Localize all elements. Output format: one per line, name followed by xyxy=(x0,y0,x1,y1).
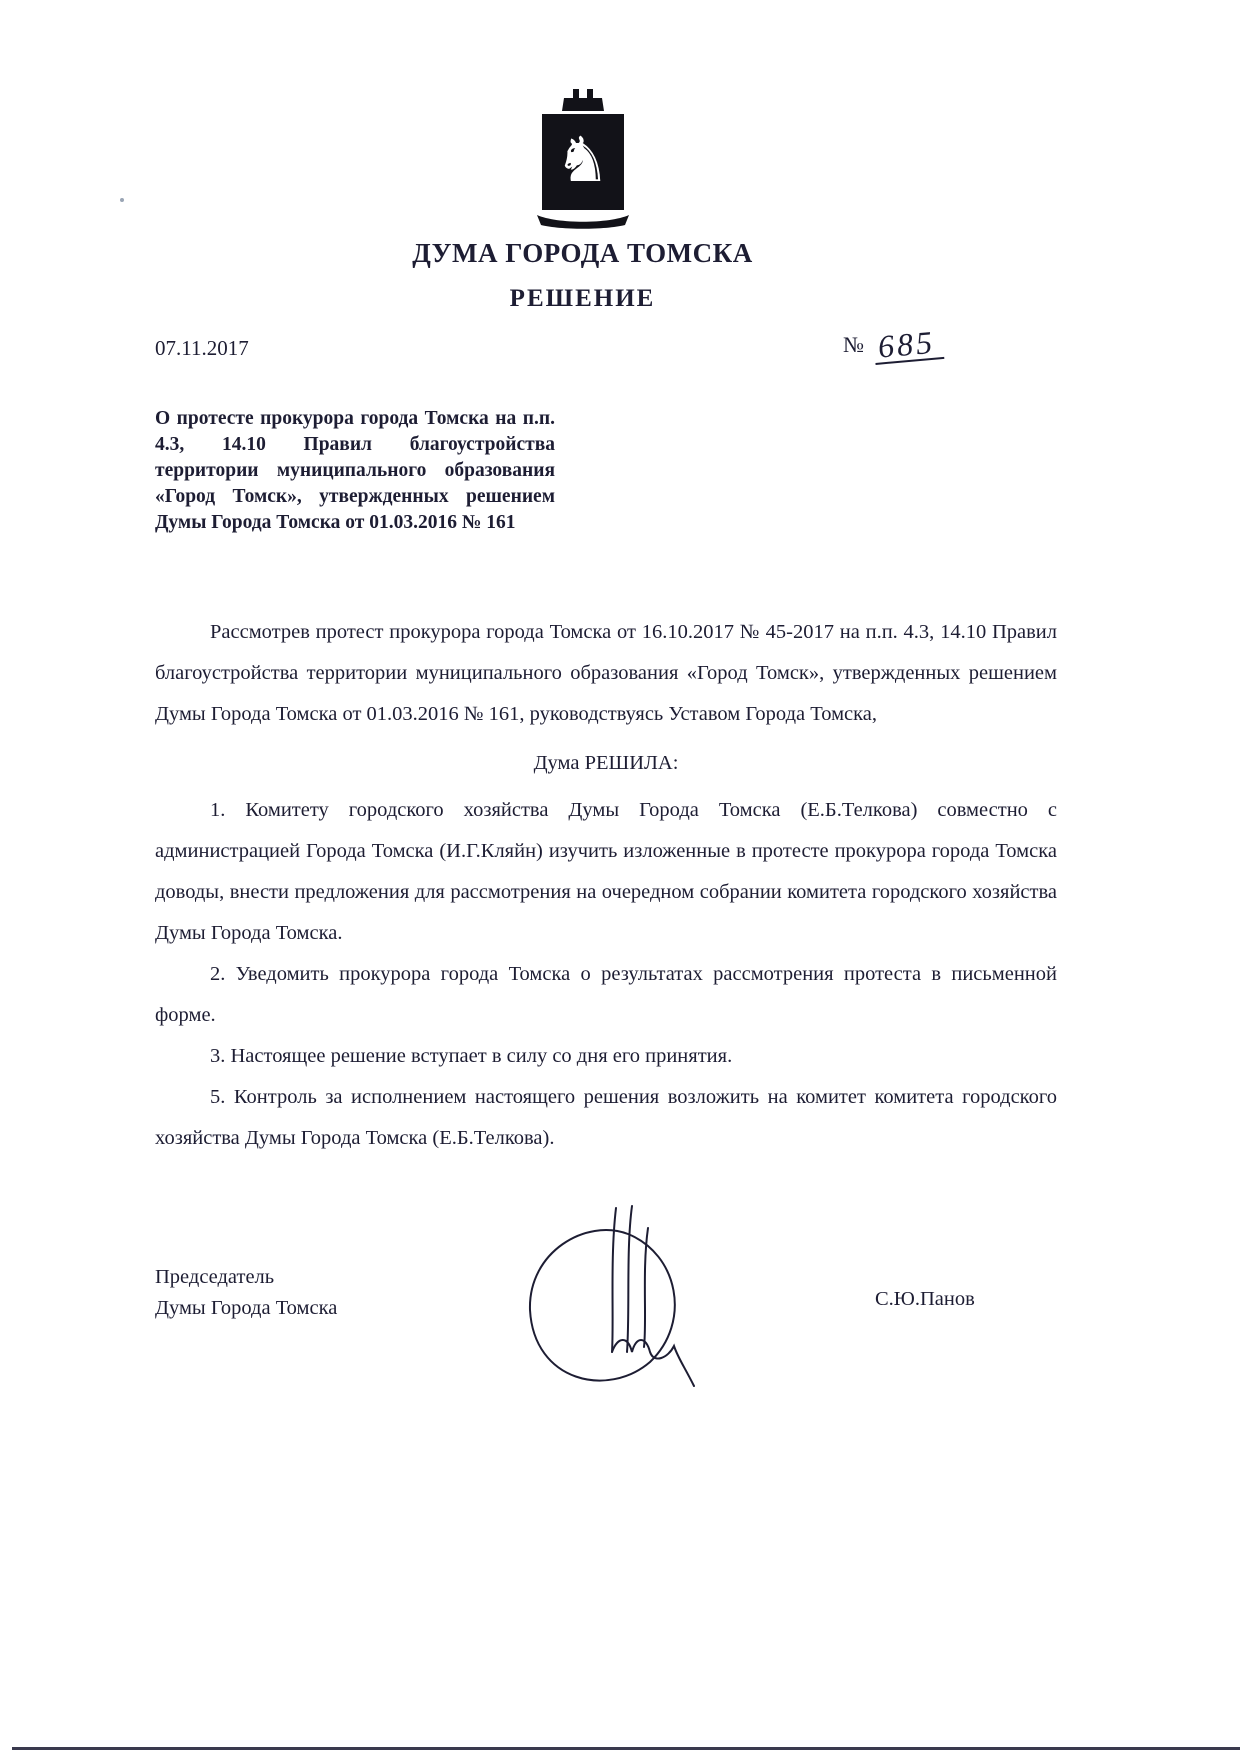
emblem-shield-icon xyxy=(542,114,624,210)
doc-date: 07.11.2017 xyxy=(155,336,249,360)
subject-block: О протесте прокурора города Томска на п.п. 4.3, 14.10 Правил благоустройства территории муниципального образования «Город Томск», утвержденных решением Думы Города Томска от 01.03.2016 № 161 xyxy=(155,408,555,533)
resolution-header: Дума РЕШИЛА: xyxy=(533,752,679,774)
document-header xyxy=(0,86,1165,313)
resolution-item: 2. Уведомить прокурора города Томска о результатах рассмотрения протеста в письменной форме. xyxy=(155,963,1057,1026)
scan-speckle xyxy=(120,198,124,202)
resolution-item: 3. Настоящее решение вступает в силу со дня его принятия. xyxy=(210,1045,733,1067)
mural-crown-icon xyxy=(557,86,609,112)
signature-position-line1: Председатель xyxy=(155,1266,275,1288)
white-horse-icon: ♞ xyxy=(554,123,611,196)
scan-edge-line xyxy=(12,1747,1240,1750)
coat-of-arms-icon xyxy=(535,86,631,230)
document-body xyxy=(155,612,1057,1159)
number-sign: № xyxy=(843,332,864,357)
preamble-paragraph: Рассмотрев протест прокурора города Томска от 16.10.2017 № 45-2017 на п.п. 4.3, 14.10 Правил благоустройства территории муниципального образования «Город Томск», утвержденных решением Думы Города Томска от 01.03.2016 № 161, руководствуясь Уставом Города Томска, xyxy=(155,621,1057,725)
signature-position-line2: Думы Города Томска xyxy=(155,1297,338,1319)
signature-position xyxy=(155,1262,337,1324)
org-name: ДУМА ГОРОДА ТОМСКА xyxy=(412,238,753,268)
doc-number xyxy=(843,323,943,365)
number-value-handwritten: 685 xyxy=(873,325,945,365)
handwritten-signature-icon xyxy=(498,1200,718,1395)
resolution-item: 1. Комитету городского хозяйства Думы Города Томска (Е.Б.Телкова) совместно с администрацией Города Томска (И.Г.Кляйн) изучить изложенные в протесте прокурора города Томска доводы, внести предложения для рассмотрения на очередном собрании комитета городского хозяйства Думы Города Томска. xyxy=(155,799,1057,944)
resolution-item: 5. Контроль за исполнением настоящего решения возложить на комитет комитета городского хозяйства Думы Города Томска (Е.Б.Телкова). xyxy=(155,1086,1057,1149)
signature-name: С.Ю.Панов xyxy=(875,1288,975,1310)
emblem-ribbon-icon xyxy=(535,212,631,230)
doc-type-title: РЕШЕНИЕ xyxy=(509,285,656,312)
